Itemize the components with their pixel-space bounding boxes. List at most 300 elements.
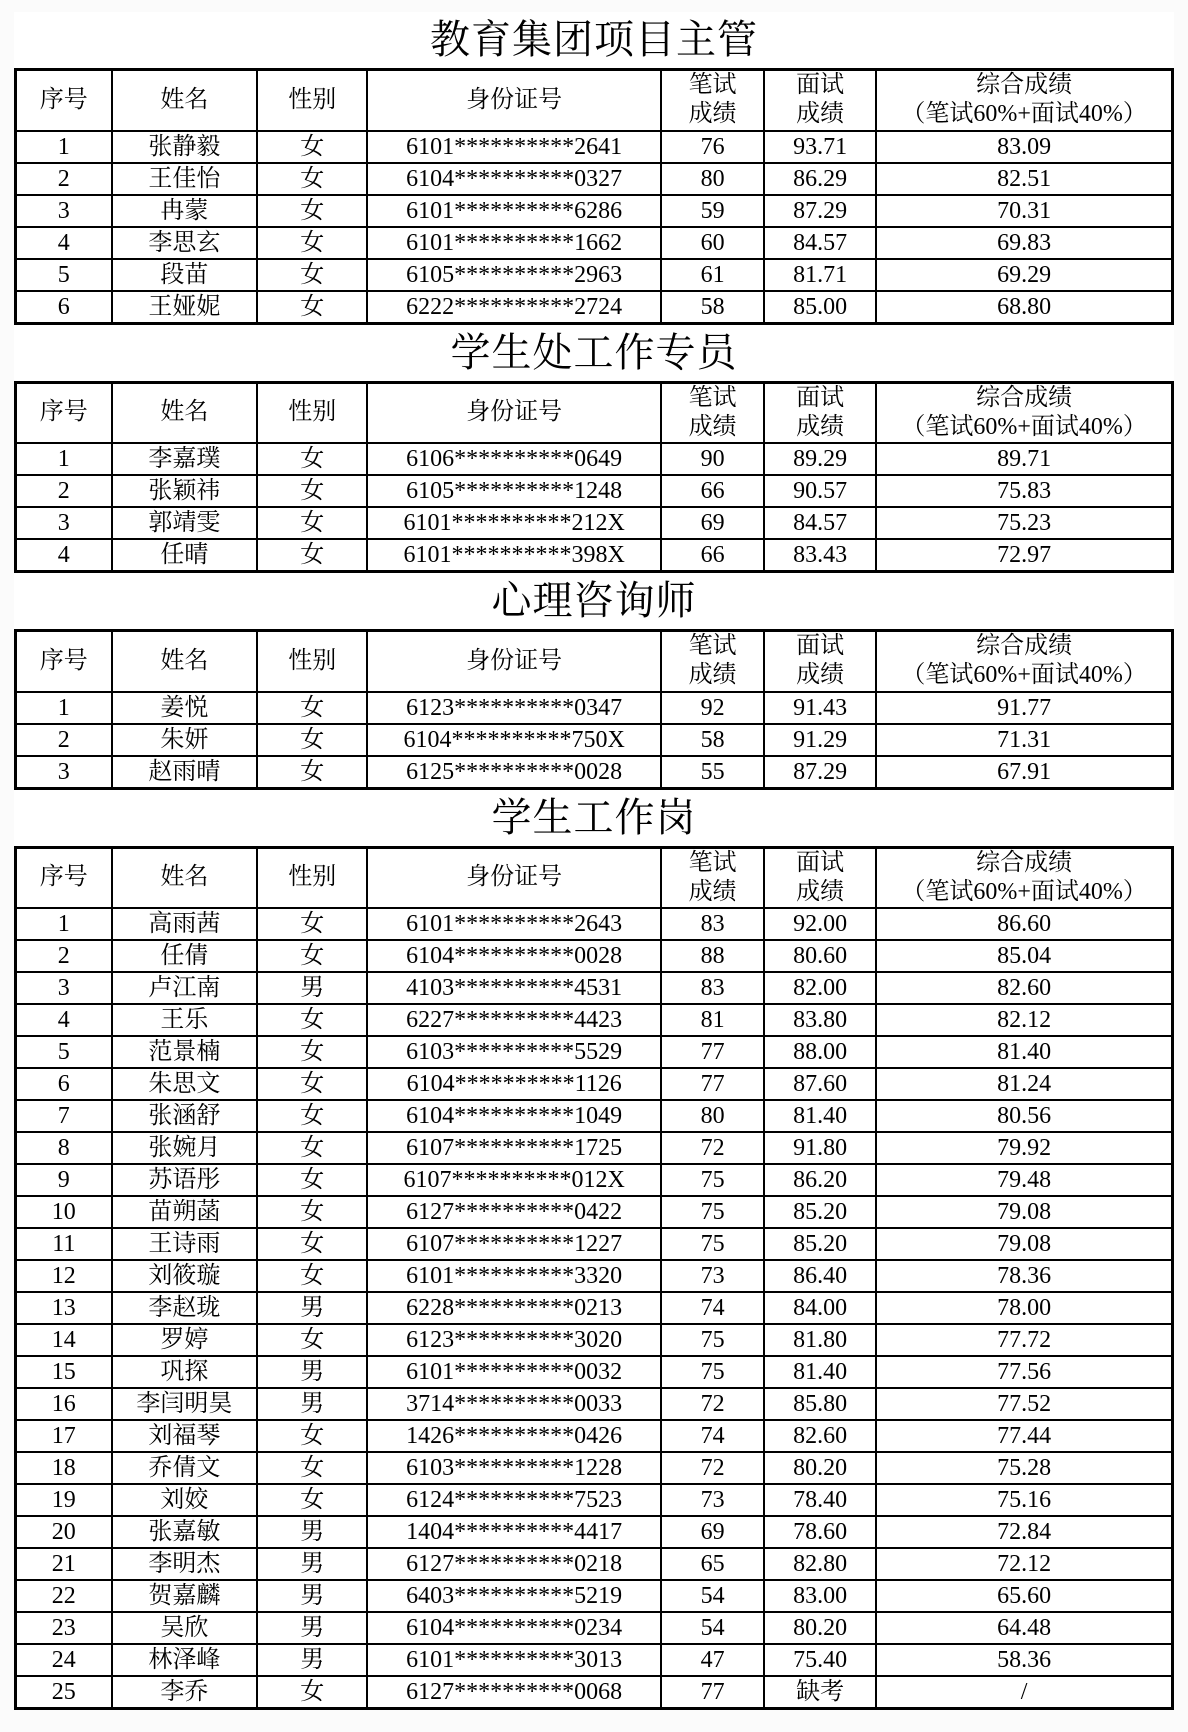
cell-name: 王诗雨: [112, 1228, 258, 1260]
col-header-written-score: 笔试 成绩: [661, 70, 764, 131]
cell-interview-score: 82.00: [764, 972, 876, 1004]
cell-index: 9: [16, 1164, 112, 1196]
table-row: [16, 163, 1173, 195]
cell-written-score: 88: [661, 940, 764, 972]
section-title: 心理咨询师: [491, 578, 697, 624]
table-row: [16, 724, 1173, 756]
cell-id-number: 6101**********2643: [367, 908, 661, 940]
col-header-gender: 性别: [257, 70, 367, 131]
cell-composite-score: 70.31: [876, 195, 1172, 227]
cell-composite-score: 86.60: [876, 908, 1172, 940]
col-header-written-score: 笔试 成绩: [661, 631, 764, 692]
cell-id-number: 1426**********0426: [367, 1420, 661, 1452]
col-header-gender: 性别: [257, 847, 367, 908]
col-header-composite-score: 综合成绩 （笔试60%+面试40%）: [876, 382, 1172, 443]
position-section: [14, 325, 1174, 574]
cell-gender: 女: [257, 291, 367, 324]
cell-composite-score: 78.00: [876, 1292, 1172, 1324]
cell-composite-score: 78.36: [876, 1260, 1172, 1292]
cell-index: 23: [16, 1612, 112, 1644]
cell-id-number: 6125**********0028: [367, 756, 661, 789]
cell-id-number: 6104**********0234: [367, 1612, 661, 1644]
cell-composite-score: 69.83: [876, 227, 1172, 259]
cell-gender: 女: [257, 1452, 367, 1484]
cell-written-score: 72: [661, 1388, 764, 1420]
cell-gender: 女: [257, 163, 367, 195]
cell-id-number: 6123**********0347: [367, 692, 661, 724]
cell-index: 4: [16, 1004, 112, 1036]
cell-written-score: 58: [661, 724, 764, 756]
score-table: [14, 68, 1174, 325]
col-header-name: 姓名: [112, 847, 258, 908]
section-title: 教育集团项目主管: [430, 17, 758, 62]
cell-interview-score: 81.40: [764, 1100, 876, 1132]
cell-interview-score: 86.29: [764, 163, 876, 195]
cell-index: 2: [16, 163, 112, 195]
cell-written-score: 77: [661, 1068, 764, 1100]
cell-interview-score: 80.20: [764, 1452, 876, 1484]
cell-composite-score: 75.83: [876, 475, 1172, 507]
cell-written-score: 72: [661, 1132, 764, 1164]
cell-name: 李乔: [112, 1676, 258, 1709]
cell-index: 4: [16, 227, 112, 259]
cell-name: 任倩: [112, 940, 258, 972]
cell-id-number: 3714**********0033: [367, 1388, 661, 1420]
cell-interview-score: 91.29: [764, 724, 876, 756]
cell-written-score: 47: [661, 1644, 764, 1676]
cell-gender: 男: [257, 1516, 367, 1548]
cell-id-number: 6124**********7523: [367, 1484, 661, 1516]
cell-id-number: 6101**********2641: [367, 131, 661, 163]
cell-id-number: 6106**********0649: [367, 443, 661, 475]
table-row: [16, 443, 1173, 475]
table-row: [16, 1324, 1173, 1356]
cell-composite-score: 77.44: [876, 1420, 1172, 1452]
cell-interview-score: 83.00: [764, 1580, 876, 1612]
col-header-written-score: 笔试 成绩: [661, 382, 764, 443]
cell-index: 11: [16, 1228, 112, 1260]
section-title: 学生处工作专员: [450, 329, 738, 375]
cell-written-score: 66: [661, 539, 764, 572]
cell-index: 6: [16, 291, 112, 324]
table-row: [16, 227, 1173, 259]
col-header-interview-score: 面试 成绩: [764, 70, 876, 131]
cell-gender: 男: [257, 1356, 367, 1388]
cell-name: 高雨茜: [112, 908, 258, 940]
cell-name: 林泽峰: [112, 1644, 258, 1676]
cell-interview-score: 75.40: [764, 1644, 876, 1676]
cell-gender: 女: [257, 539, 367, 572]
cell-interview-score: 81.40: [764, 1356, 876, 1388]
cell-name: 卢江南: [112, 972, 258, 1004]
cell-id-number: 6103**********1228: [367, 1452, 661, 1484]
cell-written-score: 55: [661, 756, 764, 789]
cell-name: 段苗: [112, 259, 258, 291]
cell-name: 朱妍: [112, 724, 258, 756]
score-table: [14, 629, 1174, 790]
cell-interview-score: 85.20: [764, 1228, 876, 1260]
cell-gender: 女: [257, 1132, 367, 1164]
cell-interview-score: 82.80: [764, 1548, 876, 1580]
cell-name: 罗婷: [112, 1324, 258, 1356]
cell-interview-score: 92.00: [764, 908, 876, 940]
cell-composite-score: 81.24: [876, 1068, 1172, 1100]
cell-composite-score: 72.97: [876, 539, 1172, 572]
col-header-gender: 性别: [257, 631, 367, 692]
cell-id-number: 6101**********6286: [367, 195, 661, 227]
cell-index: 3: [16, 195, 112, 227]
table-body: [16, 692, 1173, 789]
table-header: [16, 382, 1173, 443]
table-row: [16, 1292, 1173, 1324]
table-body: [16, 908, 1173, 1709]
table-row: [16, 1164, 1173, 1196]
cell-gender: 女: [257, 940, 367, 972]
cell-gender: 女: [257, 1324, 367, 1356]
cell-composite-score: 82.60: [876, 972, 1172, 1004]
cell-written-score: 54: [661, 1580, 764, 1612]
cell-gender: 女: [257, 1036, 367, 1068]
cell-index: 14: [16, 1324, 112, 1356]
cell-interview-score: 80.60: [764, 940, 876, 972]
cell-gender: 女: [257, 1676, 367, 1709]
cell-composite-score: 72.84: [876, 1516, 1172, 1548]
cell-interview-score: 85.00: [764, 291, 876, 324]
cell-gender: 女: [257, 259, 367, 291]
cell-gender: 男: [257, 1644, 367, 1676]
cell-index: 5: [16, 259, 112, 291]
cell-index: 15: [16, 1356, 112, 1388]
cell-name: 张颖祎: [112, 475, 258, 507]
cell-composite-score: 77.72: [876, 1324, 1172, 1356]
col-header-composite-score: 综合成绩 （笔试60%+面试40%）: [876, 847, 1172, 908]
cell-interview-score: 83.80: [764, 1004, 876, 1036]
table-row: [16, 1516, 1173, 1548]
cell-id-number: 6104**********0327: [367, 163, 661, 195]
cell-gender: 女: [257, 724, 367, 756]
cell-written-score: 77: [661, 1676, 764, 1709]
cell-written-score: 75: [661, 1356, 764, 1388]
cell-name: 张涵舒: [112, 1100, 258, 1132]
table-header: [16, 70, 1173, 131]
col-header-index: 序号: [16, 70, 112, 131]
cell-written-score: 83: [661, 908, 764, 940]
table-row: [16, 1004, 1173, 1036]
cell-interview-score: 84.00: [764, 1292, 876, 1324]
cell-written-score: 83: [661, 972, 764, 1004]
cell-id-number: 6104**********1049: [367, 1100, 661, 1132]
cell-id-number: 6222**********2724: [367, 291, 661, 324]
cell-gender: 女: [257, 1420, 367, 1452]
cell-gender: 女: [257, 1228, 367, 1260]
cell-gender: 女: [257, 1260, 367, 1292]
cell-name: 张婉月: [112, 1132, 258, 1164]
cell-name: 王佳怡: [112, 163, 258, 195]
table-row: [16, 1676, 1173, 1709]
cell-id-number: 6101**********0032: [367, 1356, 661, 1388]
cell-interview-score: 87.60: [764, 1068, 876, 1100]
cell-interview-score: 90.57: [764, 475, 876, 507]
cell-name: 张静毅: [112, 131, 258, 163]
col-header-name: 姓名: [112, 631, 258, 692]
cell-written-score: 73: [661, 1484, 764, 1516]
cell-interview-score: 缺考: [764, 1676, 876, 1709]
position-section: [14, 12, 1174, 325]
table-row: [16, 692, 1173, 724]
cell-interview-score: 93.71: [764, 131, 876, 163]
cell-name: 李赵珑: [112, 1292, 258, 1324]
cell-composite-score: 75.28: [876, 1452, 1172, 1484]
col-header-gender: 性别: [257, 382, 367, 443]
cell-written-score: 60: [661, 227, 764, 259]
cell-composite-score: 68.80: [876, 291, 1172, 324]
score-results-sheet: [14, 12, 1174, 1710]
cell-composite-score: 67.91: [876, 756, 1172, 789]
table-row: [16, 1356, 1173, 1388]
cell-gender: 女: [257, 195, 367, 227]
cell-id-number: 6127**********0068: [367, 1676, 661, 1709]
cell-written-score: 75: [661, 1164, 764, 1196]
cell-index: 5: [16, 1036, 112, 1068]
cell-interview-score: 89.29: [764, 443, 876, 475]
table-row: [16, 1388, 1173, 1420]
cell-id-number: 6101**********398X: [367, 539, 661, 572]
cell-composite-score: 69.29: [876, 259, 1172, 291]
cell-written-score: 58: [661, 291, 764, 324]
cell-index: 20: [16, 1516, 112, 1548]
cell-name: 赵雨晴: [112, 756, 258, 789]
cell-composite-score: 79.08: [876, 1196, 1172, 1228]
cell-composite-score: 75.23: [876, 507, 1172, 539]
cell-index: 1: [16, 131, 112, 163]
cell-written-score: 61: [661, 259, 764, 291]
cell-interview-score: 78.60: [764, 1516, 876, 1548]
cell-id-number: 6107**********1227: [367, 1228, 661, 1260]
table-row: [16, 1484, 1173, 1516]
table-row: [16, 1420, 1173, 1452]
cell-gender: 女: [257, 507, 367, 539]
cell-interview-score: 87.29: [764, 195, 876, 227]
cell-name: 王娅妮: [112, 291, 258, 324]
header-row: [16, 382, 1173, 443]
cell-name: 姜悦: [112, 692, 258, 724]
cell-id-number: 6403**********5219: [367, 1580, 661, 1612]
col-header-index: 序号: [16, 382, 112, 443]
cell-composite-score: 82.51: [876, 163, 1172, 195]
cell-name: 贺嘉麟: [112, 1580, 258, 1612]
cell-written-score: 76: [661, 131, 764, 163]
score-table: [14, 381, 1174, 574]
col-header-composite-score: 综合成绩 （笔试60%+面试40%）: [876, 631, 1172, 692]
table-row: [16, 1228, 1173, 1260]
cell-name: 范景楠: [112, 1036, 258, 1068]
table-row: [16, 475, 1173, 507]
cell-interview-score: 82.60: [764, 1420, 876, 1452]
table-row: [16, 1036, 1173, 1068]
cell-composite-score: 81.40: [876, 1036, 1172, 1068]
table-body: [16, 443, 1173, 572]
cell-name: 乔倩文: [112, 1452, 258, 1484]
cell-written-score: 81: [661, 1004, 764, 1036]
table-row: [16, 131, 1173, 163]
cell-name: 苏语彤: [112, 1164, 258, 1196]
cell-id-number: 6105**********1248: [367, 475, 661, 507]
cell-index: 18: [16, 1452, 112, 1484]
cell-id-number: 6227**********4423: [367, 1004, 661, 1036]
cell-index: 16: [16, 1388, 112, 1420]
table-row: [16, 1132, 1173, 1164]
cell-composite-score: /: [876, 1676, 1172, 1709]
cell-gender: 男: [257, 1388, 367, 1420]
table-row: [16, 1196, 1173, 1228]
cell-composite-score: 82.12: [876, 1004, 1172, 1036]
cell-name: 张嘉敏: [112, 1516, 258, 1548]
cell-name: 任晴: [112, 539, 258, 572]
table-header: [16, 631, 1173, 692]
cell-composite-score: 89.71: [876, 443, 1172, 475]
cell-gender: 女: [257, 1100, 367, 1132]
header-row: [16, 70, 1173, 131]
table-row: [16, 756, 1173, 789]
cell-name: 冉蒙: [112, 195, 258, 227]
col-header-id-number: 身份证号: [367, 631, 661, 692]
col-header-written-score: 笔试 成绩: [661, 847, 764, 908]
cell-index: 1: [16, 692, 112, 724]
cell-index: 21: [16, 1548, 112, 1580]
cell-written-score: 54: [661, 1612, 764, 1644]
cell-gender: 男: [257, 1548, 367, 1580]
cell-interview-score: 91.80: [764, 1132, 876, 1164]
cell-gender: 男: [257, 1580, 367, 1612]
table-row: [16, 507, 1173, 539]
col-header-id-number: 身份证号: [367, 70, 661, 131]
cell-composite-score: 71.31: [876, 724, 1172, 756]
cell-id-number: 6127**********0218: [367, 1548, 661, 1580]
cell-index: 3: [16, 507, 112, 539]
cell-written-score: 90: [661, 443, 764, 475]
cell-index: 1: [16, 443, 112, 475]
col-header-name: 姓名: [112, 70, 258, 131]
cell-gender: 女: [257, 1004, 367, 1036]
cell-written-score: 69: [661, 507, 764, 539]
cell-name: 刘筱璇: [112, 1260, 258, 1292]
cell-written-score: 75: [661, 1324, 764, 1356]
cell-interview-score: 87.29: [764, 756, 876, 789]
position-section: [14, 790, 1174, 1711]
table-row: [16, 1260, 1173, 1292]
cell-index: 2: [16, 940, 112, 972]
table-row: [16, 195, 1173, 227]
cell-index: 24: [16, 1644, 112, 1676]
cell-written-score: 65: [661, 1548, 764, 1580]
cell-composite-score: 58.36: [876, 1644, 1172, 1676]
cell-interview-score: 78.40: [764, 1484, 876, 1516]
cell-id-number: 1404**********4417: [367, 1516, 661, 1548]
col-header-name: 姓名: [112, 382, 258, 443]
cell-interview-score: 91.43: [764, 692, 876, 724]
cell-written-score: 72: [661, 1452, 764, 1484]
position-section: [14, 573, 1174, 790]
cell-index: 6: [16, 1068, 112, 1100]
cell-index: 17: [16, 1420, 112, 1452]
table-row: [16, 1548, 1173, 1580]
table-row: [16, 1580, 1173, 1612]
cell-index: 22: [16, 1580, 112, 1612]
cell-id-number: 6103**********5529: [367, 1036, 661, 1068]
cell-id-number: 6107**********012X: [367, 1164, 661, 1196]
cell-composite-score: 77.56: [876, 1356, 1172, 1388]
cell-id-number: 6101**********3320: [367, 1260, 661, 1292]
cell-name: 李嘉璞: [112, 443, 258, 475]
cell-gender: 女: [257, 443, 367, 475]
col-header-id-number: 身份证号: [367, 382, 661, 443]
cell-name: 李明杰: [112, 1548, 258, 1580]
cell-interview-score: 85.20: [764, 1196, 876, 1228]
cell-id-number: 6101**********1662: [367, 227, 661, 259]
cell-name: 李闫明昊: [112, 1388, 258, 1420]
cell-name: 王乐: [112, 1004, 258, 1036]
table-row: [16, 1644, 1173, 1676]
cell-gender: 男: [257, 1292, 367, 1324]
cell-interview-score: 86.20: [764, 1164, 876, 1196]
table-row: [16, 1100, 1173, 1132]
cell-index: 25: [16, 1676, 112, 1709]
cell-written-score: 92: [661, 692, 764, 724]
cell-id-number: 6127**********0422: [367, 1196, 661, 1228]
cell-written-score: 74: [661, 1292, 764, 1324]
table-row: [16, 259, 1173, 291]
cell-id-number: 6107**********1725: [367, 1132, 661, 1164]
cell-id-number: 6104**********750X: [367, 724, 661, 756]
cell-id-number: 6105**********2963: [367, 259, 661, 291]
cell-id-number: 6228**********0213: [367, 1292, 661, 1324]
cell-composite-score: 72.12: [876, 1548, 1172, 1580]
col-header-index: 序号: [16, 847, 112, 908]
cell-interview-score: 80.20: [764, 1612, 876, 1644]
cell-index: 7: [16, 1100, 112, 1132]
cell-index: 8: [16, 1132, 112, 1164]
col-header-interview-score: 面试 成绩: [764, 847, 876, 908]
col-header-composite-score: 综合成绩 （笔试60%+面试40%）: [876, 70, 1172, 131]
cell-interview-score: 81.80: [764, 1324, 876, 1356]
table-row: [16, 1068, 1173, 1100]
cell-gender: 女: [257, 692, 367, 724]
col-header-interview-score: 面试 成绩: [764, 382, 876, 443]
cell-written-score: 80: [661, 1100, 764, 1132]
cell-gender: 女: [257, 1068, 367, 1100]
cell-index: 3: [16, 756, 112, 789]
cell-interview-score: 83.43: [764, 539, 876, 572]
cell-id-number: 6123**********3020: [367, 1324, 661, 1356]
cell-composite-score: 64.48: [876, 1612, 1172, 1644]
table-row: [16, 539, 1173, 572]
cell-id-number: 6104**********0028: [367, 940, 661, 972]
section-title: 学生工作岗: [491, 794, 697, 840]
cell-gender: 女: [257, 1484, 367, 1516]
col-header-interview-score: 面试 成绩: [764, 631, 876, 692]
cell-gender: 男: [257, 1612, 367, 1644]
col-header-index: 序号: [16, 631, 112, 692]
cell-written-score: 74: [661, 1420, 764, 1452]
col-header-id-number: 身份证号: [367, 847, 661, 908]
cell-written-score: 75: [661, 1196, 764, 1228]
cell-index: 19: [16, 1484, 112, 1516]
cell-composite-score: 85.04: [876, 940, 1172, 972]
table-row: [16, 940, 1173, 972]
cell-interview-score: 81.71: [764, 259, 876, 291]
cell-index: 3: [16, 972, 112, 1004]
cell-gender: 女: [257, 475, 367, 507]
